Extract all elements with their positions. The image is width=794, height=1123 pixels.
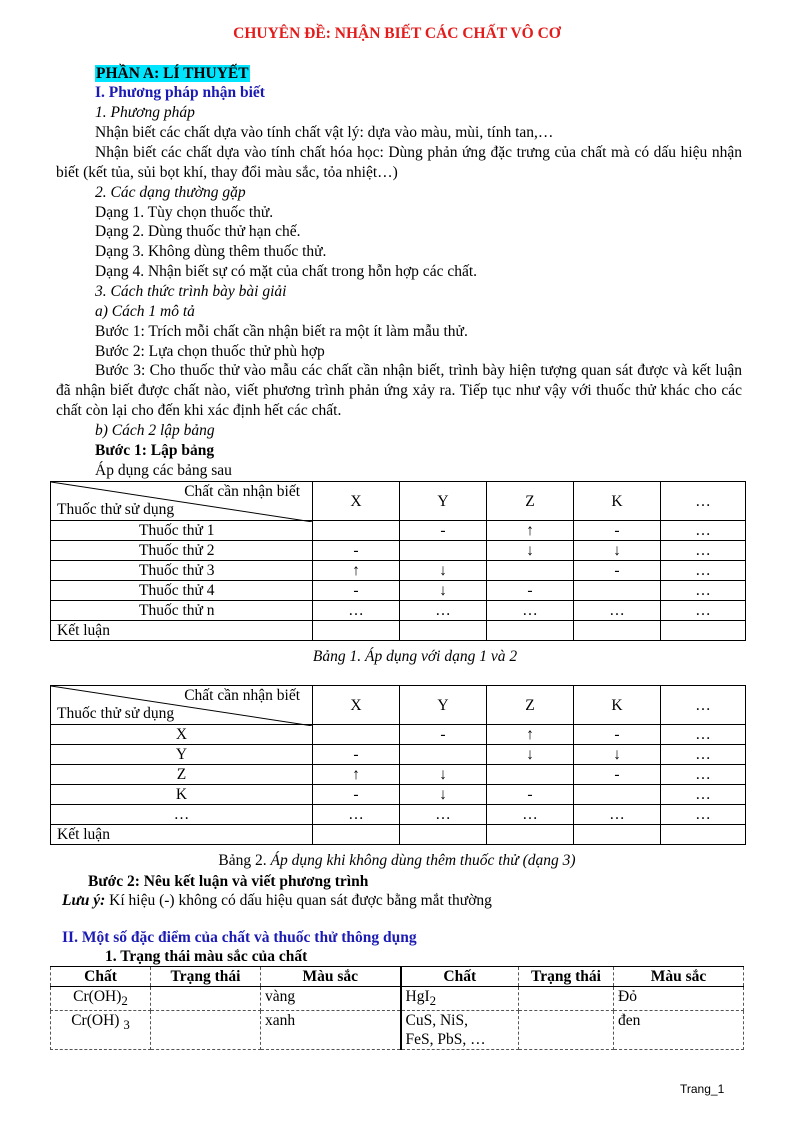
subsection-3-heading: 3. Cách thức trình bày bài giải [95,283,287,300]
table-cell: ↓ [400,581,487,601]
subsection-1-heading: 1. Phương pháp [95,104,195,121]
table-1-caption: Bảng 1. Áp dụng với dạng 1 và 2 [312,648,518,665]
corner-top-label: Chất cần nhận biết [184,687,300,704]
table-cell: - [574,765,661,785]
note [62,891,492,910]
apply-tables-text: Áp dụng các bảng sau [95,462,232,479]
column-header: Chất [51,967,151,987]
column-header: X [313,482,400,521]
type-4: Dạng 4. Nhận biết sự có mặt của chất trong hỗn hợp các chất. [95,263,478,280]
subsection-2-heading: 2. Các dạng thường gặp [95,184,246,201]
table-cell: ↑ [313,561,400,581]
table-cell [574,785,661,805]
method-1-heading: a) Cách 1 mô tả [95,303,195,320]
table-row [51,601,746,621]
table-cell [51,1011,151,1050]
document-title: CHUYÊN ĐỀ: NHẬN BIẾT CÁC CHẤT VÔ CƠ [233,25,561,42]
table-cell: … [661,601,746,621]
column-header: … [661,482,746,521]
row-label: Thuốc thử 3 [51,561,313,581]
table-cell: - [400,521,487,541]
table-cell: - [574,725,661,745]
table-cell: vàng [261,987,401,1011]
table-cell: ↓ [574,745,661,765]
formula-subscript: 3 [123,1017,130,1033]
table-row [51,561,746,581]
table-cell: … [487,805,574,825]
table-1 [50,481,746,641]
table-cell [400,825,487,845]
formula-text: Cr(OH) [73,988,122,1005]
table-row [51,745,746,765]
row-label: Thuốc thử n [51,601,313,621]
table-cell [400,745,487,765]
table-cell: - [313,581,400,601]
column-header: K [574,482,661,521]
table-cell: … [661,581,746,601]
type-2: Dạng 2. Dùng thuốc thử hạn chế. [95,223,301,240]
table-cell: ↓ [487,745,574,765]
column-header: Màu sắc [614,967,744,987]
table-cell: ↓ [400,785,487,805]
table-2-caption-number: Bảng 2. [218,852,267,869]
table-cell: … [661,785,746,805]
table-cell [400,541,487,561]
table-cell: - [313,541,400,561]
formula-text: Cr(OH) [71,1012,124,1030]
table-cell: ↑ [313,765,400,785]
table-cell [151,1011,261,1050]
section-1-heading: I. Phương pháp nhận biết [95,84,265,101]
formula-line-2: FeS, PbS, … [405,1031,486,1049]
table-cell [400,621,487,641]
type-1: Dạng 1. Tùy chọn thuốc thử. [95,204,274,221]
table-cell: đen [614,1011,744,1050]
table-cell [661,825,746,845]
formula-subscript: 2 [429,993,437,1009]
type-3: Dạng 3. Không dùng thêm thuốc thử. [95,243,327,260]
table-row [51,805,746,825]
table-cell: … [574,601,661,621]
row-label: X [51,725,313,745]
table-cell: ↓ [487,541,574,561]
row-label: Z [51,765,313,785]
part-a-heading [95,64,250,83]
table-row [51,541,746,561]
table-cell [313,521,400,541]
table-cell: - [574,521,661,541]
table-cell [401,987,519,1011]
column-header: Trạng thái [151,967,261,987]
corner-bottom-label: Thuốc thử sử dụng [57,705,175,722]
table-row [51,987,744,1011]
paragraph-physical: Nhận biết các chất dựa vào tính chất vật lý: dựa vào màu, mùi, tính tan,… [95,124,554,141]
table-cell [487,825,574,845]
table-cell: … [661,521,746,541]
table-2-caption [0,852,794,870]
section-2-heading: II. Một số đặc điểm của chất và thuốc thử thông dụng [62,929,417,946]
table-cell [661,621,746,641]
table-cell: … [661,765,746,785]
method-2-heading: b) Cách 2 lập bảng [95,422,215,439]
table-cell: … [661,745,746,765]
table-2 [50,685,746,845]
table-row [51,725,746,745]
table-1-corner [51,482,313,521]
table-cell [487,765,574,785]
column-header: … [661,686,746,725]
column-header: Y [400,482,487,521]
table-row [51,521,746,541]
table-row [51,785,746,805]
table-cell: xanh [261,1011,401,1050]
table-cell: - [487,581,574,601]
row-label: Thuốc thử 4 [51,581,313,601]
table-row [51,825,746,845]
table-header-row [51,967,744,987]
column-header: Màu sắc [261,967,401,987]
table-cell [313,825,400,845]
column-header: Y [400,686,487,725]
table-cell [313,621,400,641]
table-row [51,581,746,601]
step-1-text: Bước 1: Trích mỗi chất cần nhận biết ra một ít làm mẫu thử. [95,323,468,340]
table-2-corner [51,686,313,725]
table-cell: … [661,725,746,745]
conclusion-label: Kết luận [51,825,313,845]
table-cell: … [661,805,746,825]
column-header: Z [487,686,574,725]
table-cell [574,581,661,601]
formula-line-1: CuS, NiS, [405,1012,468,1030]
color-table [50,966,744,1050]
step-2-heading: Bước 2: Nêu kết luận và viết phương trình [88,873,369,890]
step-3-text: Bước 3: Cho thuốc thử vào mẫu các chất cần nhận biết, trình bày hiện tượng quan sát được và kết luận đã nhận biết được chất nào, viết phương trình phản ứng xảy ra. Tiếp tục như vậy với thuốc thử khác cho các chất còn lại cho đến khi xác định hết các chất. [56,362,742,419]
table-cell [313,725,400,745]
table-cell: ↓ [400,561,487,581]
corner-bottom-label: Thuốc thử sử dụng [57,501,175,518]
page-number: Trang_1 [680,1082,725,1096]
table-cell [401,1011,519,1050]
table-cell: Đỏ [614,987,744,1011]
table-cell: - [487,785,574,805]
table-cell: … [400,805,487,825]
table-cell: - [313,785,400,805]
table-cell: - [313,745,400,765]
row-label: … [51,805,313,825]
table-cell [574,621,661,641]
formula-text: HgI [405,988,430,1005]
table-row [51,1011,744,1050]
table-cell: … [313,601,400,621]
corner-top-label: Chất cần nhận biết [184,483,300,500]
table-cell: - [400,725,487,745]
table-cell: … [400,601,487,621]
table-cell [487,621,574,641]
table-cell [487,561,574,581]
formula-subscript: 2 [121,993,128,1009]
column-header: K [574,686,661,725]
table-row [51,765,746,785]
column-header: Chất [401,967,519,987]
table-cell [51,987,151,1011]
table-cell: ↑ [487,725,574,745]
paragraph-chemical: Nhận biết các chất dựa vào tính chất hóa học: Dùng phản ứng đặc trưng của chất mà có dấu hiệu nhận biết (kết tủa, sủi bọt khí, thay đổi màu sắc, tỏa nhiệt…) [56,144,742,181]
table-row [51,621,746,641]
note-text: Kí hiệu (-) không có dấu hiệu quan sát được bằng mắt thường [105,892,492,909]
table-2-caption-text: Áp dụng khi không dùng thêm thuốc thử (dạng 3) [266,852,576,869]
conclusion-label: Kết luận [51,621,313,641]
table-cell [519,987,614,1011]
column-header: Trạng thái [519,967,614,987]
table-cell: … [487,601,574,621]
table-cell: … [661,541,746,561]
row-label: Thuốc thử 2 [51,541,313,561]
table-cell: ↑ [487,521,574,541]
table-cell: … [661,561,746,581]
column-header: X [313,686,400,725]
table-cell: … [574,805,661,825]
step-1-heading: Bước 1: Lập bảng [95,442,215,459]
row-label: Y [51,745,313,765]
table-cell [574,825,661,845]
row-label: Thuốc thử 1 [51,521,313,541]
table-cell: … [313,805,400,825]
row-label: K [51,785,313,805]
section-2-subheading: 1. Trạng thái màu sắc của chất [105,948,308,965]
column-header: Z [487,482,574,521]
table-cell: ↓ [574,541,661,561]
step-2-text: Bước 2: Lựa chọn thuốc thử phù hợp [95,343,325,360]
table-cell: - [574,561,661,581]
table-cell [151,987,261,1011]
table-cell: ↓ [400,765,487,785]
part-a-label: PHẦN A: LÍ THUYẾT [96,65,249,82]
note-label: Lưu ý: [62,892,106,909]
table-cell [519,1011,614,1050]
